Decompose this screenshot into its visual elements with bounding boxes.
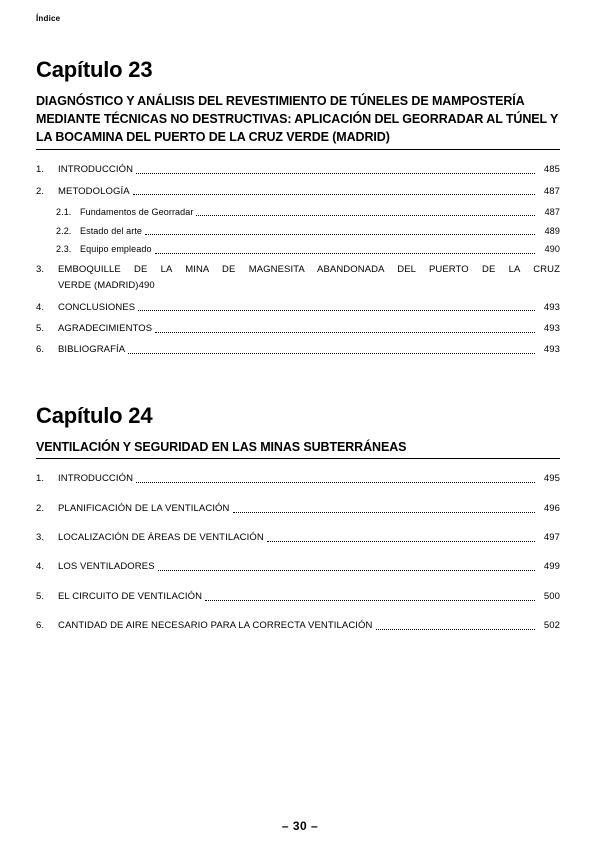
toc-entry-label: INTRODUCCIÓN — [58, 473, 134, 485]
toc-entry[interactable] — [34, 323, 560, 335]
toc-entry-page: 496 — [543, 502, 560, 514]
toc-entry-page: 500 — [543, 590, 560, 602]
chapter-title: VENTILACIÓN Y SEGURIDAD EN LAS MINAS SUBTERRÁNEAS — [36, 439, 560, 460]
toc-leader-dots — [155, 252, 535, 254]
toc-leader-dots — [376, 628, 536, 630]
toc-entry[interactable] — [34, 344, 560, 356]
chapter-title: DIAGNÓSTICO Y ANÁLISIS DEL REVESTIMIENTO DE TÚNELES DE MAMPOSTERÍA MEDIANTE TÉCNICAS NO DESTRUCTIVAS: APLICACIÓN DEL GEORRADAR AL TÚNEL Y LA BOCAMINA DEL PUERTO DE LA CRUZ VERDE (MADRID) — [36, 93, 560, 150]
toc-entry-number: 4. — [36, 301, 45, 313]
toc-entry-label: LOS VENTILADORES — [58, 561, 155, 573]
toc-leader-dots — [158, 569, 535, 571]
toc-entry-label: EL CIRCUITO DE VENTILACIÓN — [58, 590, 203, 602]
toc-leader-dots — [128, 352, 535, 354]
toc-entry-page: 502 — [543, 620, 560, 632]
toc-entry-label: LOCALIZACIÓN DE ÁREAS DE VENTILACIÓN — [58, 532, 264, 543]
toc-entry-page: 495 — [543, 473, 560, 485]
toc-entry-label: EMBOQUILLE DE LA MINA DE MAGNESITA ABANDONADA DEL PUERTO DE LA CRUZ — [58, 264, 560, 275]
toc-entry[interactable] — [34, 561, 560, 573]
toc-entry-number: 2.3. — [56, 244, 72, 255]
toc-entry-number: 2. — [36, 185, 45, 197]
toc-entry-page: 493 — [543, 301, 560, 313]
toc-entry-label-continued: VERDE (MADRID) — [58, 279, 139, 291]
toc-entry[interactable] — [34, 186, 560, 198]
toc-list-chapter-24 — [34, 473, 560, 632]
toc-entry-number: 6. — [36, 620, 45, 632]
toc-entry-number: 1. — [36, 164, 45, 176]
toc-entry-label: CONCLUSIONES — [58, 301, 136, 313]
toc-entry-page: 499 — [543, 561, 560, 573]
toc-entry-page: 485 — [543, 164, 560, 176]
toc-entry-label: Equipo empleado — [80, 244, 152, 255]
chapter-number: Capítulo 24 — [36, 402, 153, 428]
toc-entry-number: 5. — [36, 590, 45, 602]
toc-leader-dots — [138, 309, 535, 311]
toc-entry[interactable] — [34, 620, 560, 632]
toc-leader-dots — [267, 540, 535, 542]
toc-entry[interactable] — [34, 503, 560, 515]
toc-entry-label: CANTIDAD DE AIRE NECESARIO PARA LA CORRECTA VENTILACIÓN — [58, 620, 373, 632]
toc-entry-label: PLANIFICACIÓN DE LA VENTILACIÓN — [58, 502, 230, 514]
toc-entry-label: INTRODUCCIÓN — [58, 164, 134, 176]
toc-entry[interactable] — [34, 244, 560, 256]
running-head: Índice — [36, 14, 61, 23]
toc-entry-page: 487 — [543, 185, 560, 197]
toc-entry-number: 1. — [36, 473, 45, 485]
chapter-block-23 — [34, 57, 560, 357]
toc-entry[interactable] — [34, 302, 560, 314]
toc-entry[interactable] — [34, 263, 560, 293]
toc-entry-number: 5. — [36, 322, 45, 334]
toc-entry-page: 493 — [543, 344, 560, 356]
toc-entry-page: 497 — [543, 532, 560, 543]
toc-entry-number: 3. — [36, 264, 45, 275]
toc-entry-page: 489 — [544, 225, 560, 236]
toc-leader-dots — [233, 511, 535, 513]
toc-entry-number: 2.2. — [56, 225, 72, 236]
chapter-block-24 — [34, 403, 560, 633]
toc-leader-dots — [205, 599, 535, 601]
toc-leader-dots — [136, 172, 535, 174]
toc-leader-dots — [136, 481, 535, 483]
toc-entry[interactable] — [34, 207, 560, 219]
toc-entry[interactable] — [34, 226, 560, 238]
toc-entry-label: Fundamentos de Georradar — [80, 206, 194, 217]
page-number-footer: – 30 – — [281, 819, 319, 833]
toc-leader-dots — [145, 233, 535, 235]
toc-entry-number: 2.1. — [56, 206, 72, 217]
chapter-number: Capítulo 23 — [36, 57, 153, 82]
toc-leader-dots — [155, 331, 535, 333]
toc-entry-page: 490 — [138, 279, 155, 291]
toc-entry-label: Estado del arte — [80, 225, 143, 236]
toc-list-chapter-23 — [34, 164, 560, 356]
toc-entry-page: 493 — [543, 322, 560, 334]
toc-entry-label: AGRADECIMIENTOS — [58, 322, 153, 334]
toc-entry-page: 490 — [544, 244, 560, 255]
toc-entry[interactable] — [34, 473, 560, 485]
toc-entry[interactable] — [34, 164, 560, 176]
toc-entry[interactable] — [34, 591, 560, 603]
toc-entry-page: 487 — [544, 206, 560, 217]
toc-entry[interactable] — [34, 532, 560, 544]
toc-leader-dots — [196, 214, 535, 216]
toc-entry-label: METODOLOGÍA — [58, 185, 130, 197]
toc-entry-number: 4. — [36, 561, 45, 573]
toc-entry-label: BIBLIOGRAFÍA — [58, 344, 126, 356]
toc-entry-number: 6. — [36, 344, 45, 356]
toc-entry-number: 2. — [36, 502, 45, 514]
toc-leader-dots — [133, 193, 535, 195]
toc-entry-number: 3. — [36, 532, 45, 543]
